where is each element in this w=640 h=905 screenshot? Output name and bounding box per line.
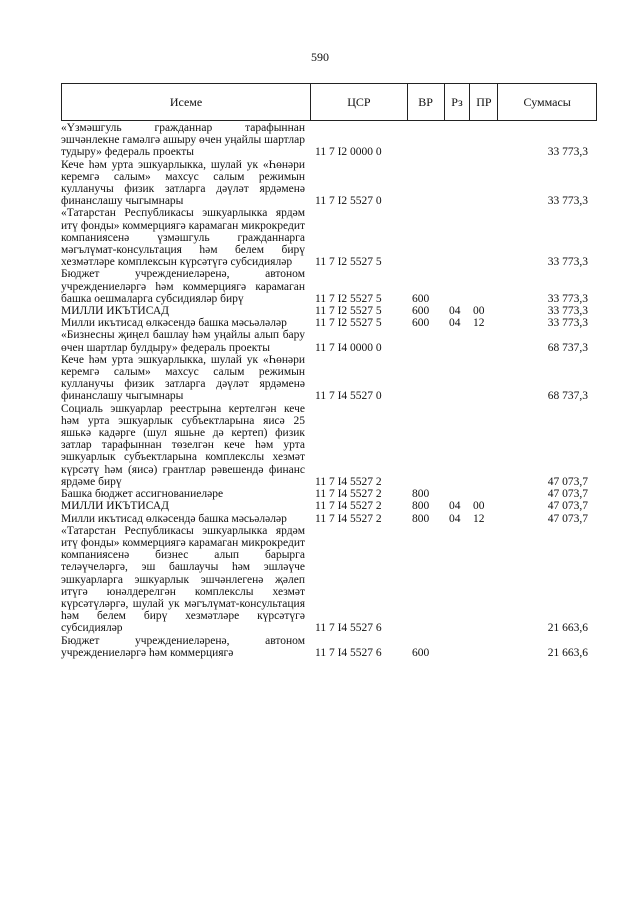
table-row [61, 500, 597, 512]
row-name: «Бизнесны җиңел башлау һәм уңайлы алып бару өчен шартлар булдыру» федераль проекты [61, 329, 305, 354]
header-rz: Рз [445, 84, 471, 120]
row-csr: 11 7 I4 5527 6 [315, 622, 382, 635]
row-vr: 800 [412, 500, 430, 513]
row-name: Кече һәм урта эшкуарлыкка, шулай ук «Һөнәри керемгә салым» махсус салым режимын кулланучы физик затларга дәүләт ярдәменә финанслашу чыгымнары [61, 353, 305, 403]
table-header [61, 83, 597, 121]
row-name: Бюджет учреждениеләренә, автоном учреждениеләргә һәм коммерциягә [61, 634, 305, 659]
row-vr: 600 [412, 292, 430, 305]
row-vr: 800 [412, 512, 430, 525]
row-csr: 11 7 I4 5527 2 [315, 512, 382, 525]
row-sum: 33 773,3 [547, 305, 588, 318]
row-csr: 11 7 I2 0000 0 [315, 146, 382, 159]
table-row [61, 635, 597, 659]
row-csr: 11 7 I4 5527 2 [315, 475, 382, 488]
table-body [61, 121, 597, 659]
row-vr: 800 [412, 488, 430, 501]
row-rz: 04 [449, 317, 461, 330]
row-name: Бюджет учреждениеләренә, автоном учреждениеләргә һәм коммерциягә карамаган башка оешмаларга субсидияләр бирү [61, 268, 305, 305]
table-row [61, 159, 597, 208]
header-sum: Суммасы [523, 94, 571, 109]
row-name: МИЛЛИ ИКЪТИСАД [61, 500, 169, 513]
row-csr: 11 7 I4 5527 6 [315, 646, 382, 659]
table-row [61, 488, 597, 500]
row-csr: 11 7 I4 5527 2 [315, 488, 382, 501]
row-sum: 47 073,7 [547, 512, 588, 525]
row-pr: 12 [473, 512, 485, 525]
row-sum: 47 073,7 [547, 500, 588, 513]
row-sum: 33 773,3 [547, 292, 588, 305]
row-sum: 33 773,3 [547, 317, 588, 330]
row-vr: 600 [412, 305, 430, 318]
row-name: «Татарстан Республикасы эшкуарлыкка ярдәм итү фонды» коммерциягә карамаган микрокредит компаниясенә үзмәшгуль гражданнарга мәгълүмат-консультация һәм белем бирү хезмәтләре комплексын күрсәтүгә субсидияләр [61, 207, 305, 269]
row-name: Кече һәм урта эшкуарлыкка, шулай ук «Һөнәри керемгә салым» махсус салым режимын кулланучы физик затларга дәүләт ярдәменә финанслашу чыгымнары [61, 158, 305, 208]
table-row [61, 317, 597, 329]
table-row [61, 329, 597, 353]
row-sum: 33 773,3 [547, 256, 588, 269]
header-pr: ПР [470, 84, 498, 120]
row-vr: 600 [412, 317, 430, 330]
row-sum: 33 773,3 [547, 146, 588, 159]
table-row [61, 268, 597, 305]
row-pr: 12 [473, 317, 485, 330]
row-csr: 11 7 I4 5527 2 [315, 500, 382, 513]
table-row [61, 207, 597, 268]
row-csr: 11 7 I2 5527 5 [315, 256, 382, 269]
row-sum: 21 663,6 [547, 622, 588, 635]
row-name: МИЛЛИ ИКЪТИСАД [61, 305, 169, 318]
header-vr: ВР [408, 84, 445, 120]
row-name: Башка бюджет ассигнованиеләре [61, 488, 224, 501]
row-csr: 11 7 I4 5527 0 [315, 390, 382, 403]
row-rz: 04 [449, 305, 461, 318]
row-sum: 47 073,7 [547, 475, 588, 488]
table-row [61, 354, 597, 403]
table-row [61, 122, 597, 159]
row-name: «Үзмәшгуль гражданнар тарафыннан эшчәнлекне гамәлгә ашыру өчен уңайлы шартлар тудыру» федераль проекты [61, 122, 306, 159]
row-csr: 11 7 I2 5527 5 [315, 317, 382, 330]
row-name: «Татарстан Республикасы эшкуарлыкка ярдәм итү фонды» коммерциягә карамаган микрокредит компаниясенә бизнес алып барырга теләүчеләргә, эш башлаучы һәм эшләүче эшкуарларга эшкуарлык эшчәнлегенә җәлеп итүгә юнәлдерелгән комплекслы хезмәт күрсәтүләргә, шулай ук мәгълүмат-консультация һәм белем бирү хезмәтләре күрсәтүгә субсидияләр [61, 524, 305, 635]
row-vr: 600 [412, 646, 430, 659]
row-csr: 11 7 I2 5527 5 [315, 305, 382, 318]
row-name: Милли икътисад өлкәсендә башка мәсьәләләр [61, 317, 287, 330]
header-name: Исеме [62, 84, 311, 120]
row-sum: 47 073,7 [547, 488, 588, 501]
budget-table [61, 83, 597, 659]
row-sum: 68 737,3 [547, 341, 588, 354]
table-row [61, 513, 597, 525]
table-row [61, 403, 597, 488]
header-csr: ЦСР [311, 84, 408, 120]
table-row [61, 525, 597, 635]
page-number: 590 [311, 50, 329, 64]
row-sum: 33 773,3 [547, 195, 588, 208]
row-sum: 68 737,3 [547, 390, 588, 403]
row-name: Социаль эшкуарлар реестрына кертелгән кече һәм урта эшкуарлык субъектларына яисә 25 яшькә кадәрге (шул яшьне дә кертеп) физик затлар тарафыннан төзелгән кече һәм урта эшкуарлык субъектларына комплекслы хезмәт күрсәтү һәм (яисә) грантлар рәвешендә финанс ярдәме бирү [61, 402, 305, 488]
row-pr: 00 [473, 500, 485, 513]
row-name: Милли икътисад өлкәсендә башка мәсьәләләр [61, 512, 287, 525]
row-rz: 04 [449, 500, 461, 513]
row-csr: 11 7 I2 5527 5 [315, 292, 382, 305]
row-pr: 00 [473, 305, 485, 318]
row-csr: 11 7 I2 5527 0 [315, 195, 382, 208]
table-row [61, 305, 597, 317]
row-rz: 04 [449, 512, 461, 525]
row-csr: 11 7 I4 0000 0 [315, 341, 382, 354]
row-sum: 21 663,6 [547, 646, 588, 659]
